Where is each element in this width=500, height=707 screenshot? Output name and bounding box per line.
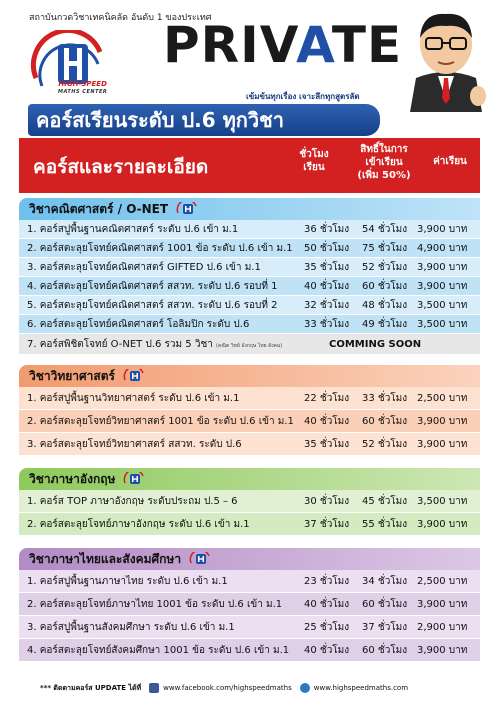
- website-link[interactable]: www.highspeedmaths.com: [313, 684, 409, 692]
- course-name: 4. คอร์สตะลุยโจทย์สังคมศึกษา 1001 ข้อ ระดับ ป.6 เข้า ม.1: [27, 644, 290, 656]
- course-hours: 40 ชั่วโมง: [304, 415, 350, 427]
- course-bonus-hours: 60 ชั่วโมง: [362, 280, 408, 292]
- course-name: 7. คอร์สพิชิตโจทย์ O-NET ป.6 รวม 5 วิชา (คณิต วิทย์ อังกฤษ ไทย สังคม): [27, 338, 283, 350]
- course-name: 1. คอร์สปูพื้นฐานวิทยาศาสตร์ ระดับ ป.6 เข้า ม.1: [27, 392, 240, 404]
- course-price: 2,500 บาท: [417, 575, 468, 587]
- course-name: 2. คอร์สตะลุยโจทย์วิทยาศาสตร์ 1001 ข้อ ระดับ ป.6 เข้า ม.1: [27, 415, 294, 427]
- logo-wordmark: HIGH-SPEED MATHS CENTER: [58, 80, 108, 95]
- facebook-link[interactable]: www.facebook.com/highspeedmaths: [163, 684, 292, 692]
- course-hours: 40 ชั่วโมง: [304, 644, 350, 656]
- table-row: [19, 220, 480, 239]
- course-hours: 32 ชั่วโมง: [304, 299, 350, 311]
- table-row: [19, 334, 480, 355]
- private-subtitle: เข้มข้นทุกเรื่อง เจาะลึกทุกสูตรลัด: [246, 92, 360, 101]
- section-title: วิชาภาษาอังกฤษ: [29, 471, 116, 486]
- course-bonus-hours: 45 ชั่วโมง: [362, 495, 408, 507]
- course-bonus-hours: 34 ชั่วโมง: [362, 575, 408, 587]
- table-header: [19, 138, 480, 193]
- course-name: 2. คอร์สตะลุยโจทย์ภาษาไทย 1001 ข้อ ระดับ ป.6 เข้า ม.1: [27, 598, 283, 610]
- mascot-illustration: [398, 8, 494, 112]
- facebook-icon: [149, 683, 159, 693]
- coming-soon-label: COMMING SOON: [329, 338, 422, 350]
- course-price: 3,900 บาท: [417, 280, 468, 292]
- table-row: [19, 296, 480, 315]
- course-price: 3,500 บาท: [417, 495, 468, 507]
- course-bonus-hours: 49 ชั่วโมง: [362, 318, 408, 330]
- table-row: [19, 593, 480, 616]
- col-bonus: สิทธิ์ในการ เข้าเรียน (เพิ่ม 50%): [357, 144, 411, 181]
- course-price: 4,900 บาท: [417, 242, 468, 254]
- table-row: [19, 258, 480, 277]
- hl-logo-icon: [123, 369, 145, 383]
- course-hours: 50 ชั่วโมง: [304, 242, 350, 254]
- course-hours: 35 ชั่วโมง: [304, 438, 350, 450]
- course-price: 3,900 บาท: [417, 598, 468, 610]
- course-price: 3,900 บาท: [417, 644, 468, 656]
- course-name: 3. คอร์สปูพื้นฐานสังคมศึกษา ระดับ ป.6 เข้า ม.1: [27, 621, 235, 633]
- section-science: [19, 365, 480, 387]
- table-row: [19, 387, 480, 410]
- section-title: วิชาวิทยาศาสตร์: [29, 368, 115, 383]
- course-bonus-hours: 52 ชั่วโมง: [362, 438, 408, 450]
- course-hours: 35 ชั่วโมง: [304, 261, 350, 273]
- course-hours: 33 ชั่วโมง: [304, 318, 350, 330]
- tagline: สถาบันกวดวิชาเทคนิคลัด อันดับ 1 ของประเทศ: [29, 13, 212, 23]
- table-row: [19, 639, 480, 662]
- table-row: [19, 410, 480, 433]
- private-title: PRIVATE: [163, 16, 403, 74]
- course-bonus-hours: 54 ชั่วโมง: [362, 223, 408, 235]
- course-price: 3,900 บาท: [417, 438, 468, 450]
- table-row: [19, 513, 480, 536]
- course-price: 2,500 บาท: [417, 392, 468, 404]
- table-row: [19, 490, 480, 513]
- section-thai-social: [19, 548, 480, 570]
- course-name: 3. คอร์สตะลุยโจทย์วิทยาศาสตร์ สสวท. ระดับ ป.6: [27, 438, 242, 450]
- globe-icon: [300, 683, 310, 693]
- course-price: 2,900 บาท: [417, 621, 468, 633]
- course-name: 2. คอร์สตะลุยโจทย์คณิตศาสตร์ 1001 ข้อ ระดับ ป.6 เข้า ม.1: [27, 242, 293, 254]
- course-name: 1. คอร์สปูพื้นฐานภาษาไทย ระดับ ป.6 เข้า ม.1: [27, 575, 228, 587]
- course-hours: 30 ชั่วโมง: [304, 495, 350, 507]
- section-title: วิชาคณิตศาสตร์ / O-NET: [29, 201, 169, 216]
- course-name: 1. คอร์สปูพื้นฐานคณิตศาสตร์ ระดับ ป.6 เข้า ม.1: [27, 223, 239, 235]
- course-name: 2. คอร์สตะลุยโจทย์ภาษาอังกฤษ ระดับ ป.6 เข้า ม.1: [27, 518, 250, 530]
- section-title: วิชาภาษาไทยและสังคมศึกษา: [29, 551, 182, 566]
- course-name: 3. คอร์สตะลุยโจทย์คณิตศาสตร์ GIFTED ป.6 เข้า ม.1: [27, 261, 261, 273]
- grade-banner: คอร์สเรียนระดับ ป.6 ทุกวิชา: [28, 104, 380, 136]
- course-bonus-hours: 52 ชั่วโมง: [362, 261, 408, 273]
- course-bonus-hours: 60 ชั่วโมง: [362, 415, 408, 427]
- hl-logo-icon: [189, 552, 211, 566]
- course-hours: 25 ชั่วโมง: [304, 621, 350, 633]
- table-row: [19, 433, 480, 456]
- table-row: [19, 570, 480, 593]
- course-price: 3,900 บาท: [417, 518, 468, 530]
- col-hours: ชั่วโมง เรียน: [299, 149, 329, 173]
- course-hours: 36 ชั่วโมง: [304, 223, 350, 235]
- course-bonus-hours: 55 ชั่วโมง: [362, 518, 408, 530]
- course-price: 3,900 บาท: [417, 261, 468, 273]
- footer: [40, 680, 480, 696]
- hl-logo-icon: [123, 472, 145, 486]
- course-price: 3,900 บาท: [417, 415, 468, 427]
- course-bonus-hours: 37 ชั่วโมง: [362, 621, 408, 633]
- table-row: [19, 239, 480, 258]
- course-bonus-hours: 75 ชั่วโมง: [362, 242, 408, 254]
- section-math: [19, 198, 480, 220]
- footer-update-text: *** ติดตามคอร์ส UPDATE ได้ที่: [40, 683, 142, 692]
- course-hours: 40 ชั่วโมง: [304, 280, 350, 292]
- table-row: [19, 315, 480, 334]
- hl-logo-icon: [176, 202, 198, 216]
- course-bonus-hours: 33 ชั่วโมง: [362, 392, 408, 404]
- course-price: 3,500 บาท: [417, 299, 468, 311]
- course-bonus-hours: 60 ชั่วโมง: [362, 644, 408, 656]
- course-name: 1. คอร์ส TOP ภาษาอังกฤษ ระดับประถม ป.5 – 6: [27, 495, 238, 507]
- table-title: คอร์สและรายละเอียด: [33, 156, 209, 178]
- course-hours: 23 ชั่วโมง: [304, 575, 350, 587]
- course-price: 3,500 บาท: [417, 318, 468, 330]
- course-name: 5. คอร์สตะลุยโจทย์คณิตศาสตร์ สสวท. ระดับ ป.6 รอบที่ 2: [27, 299, 278, 311]
- table-row: [19, 277, 480, 296]
- course-name: 4. คอร์สตะลุยโจทย์คณิตศาสตร์ สสวท. ระดับ ป.6 รอบที่ 1: [27, 280, 278, 292]
- course-hours: 37 ชั่วโมง: [304, 518, 350, 530]
- course-table: [19, 138, 480, 662]
- course-bonus-hours: 48 ชั่วโมง: [362, 299, 408, 311]
- course-hours: 22 ชั่วโมง: [304, 392, 350, 404]
- course-note: (คณิต วิทย์ อังกฤษ ไทย สังคม): [216, 342, 283, 349]
- course-bonus-hours: 60 ชั่วโมง: [362, 598, 408, 610]
- course-name: 6. คอร์สตะลุยโจทย์คณิตศาสตร์ โอลิมปิก ระดับ ป.6: [27, 318, 250, 330]
- course-price: 3,900 บาท: [417, 223, 468, 235]
- col-price: ค่าเรียน: [433, 156, 467, 167]
- table-row: [19, 616, 480, 639]
- section-english: [19, 468, 480, 490]
- course-hours: 40 ชั่วโมง: [304, 598, 350, 610]
